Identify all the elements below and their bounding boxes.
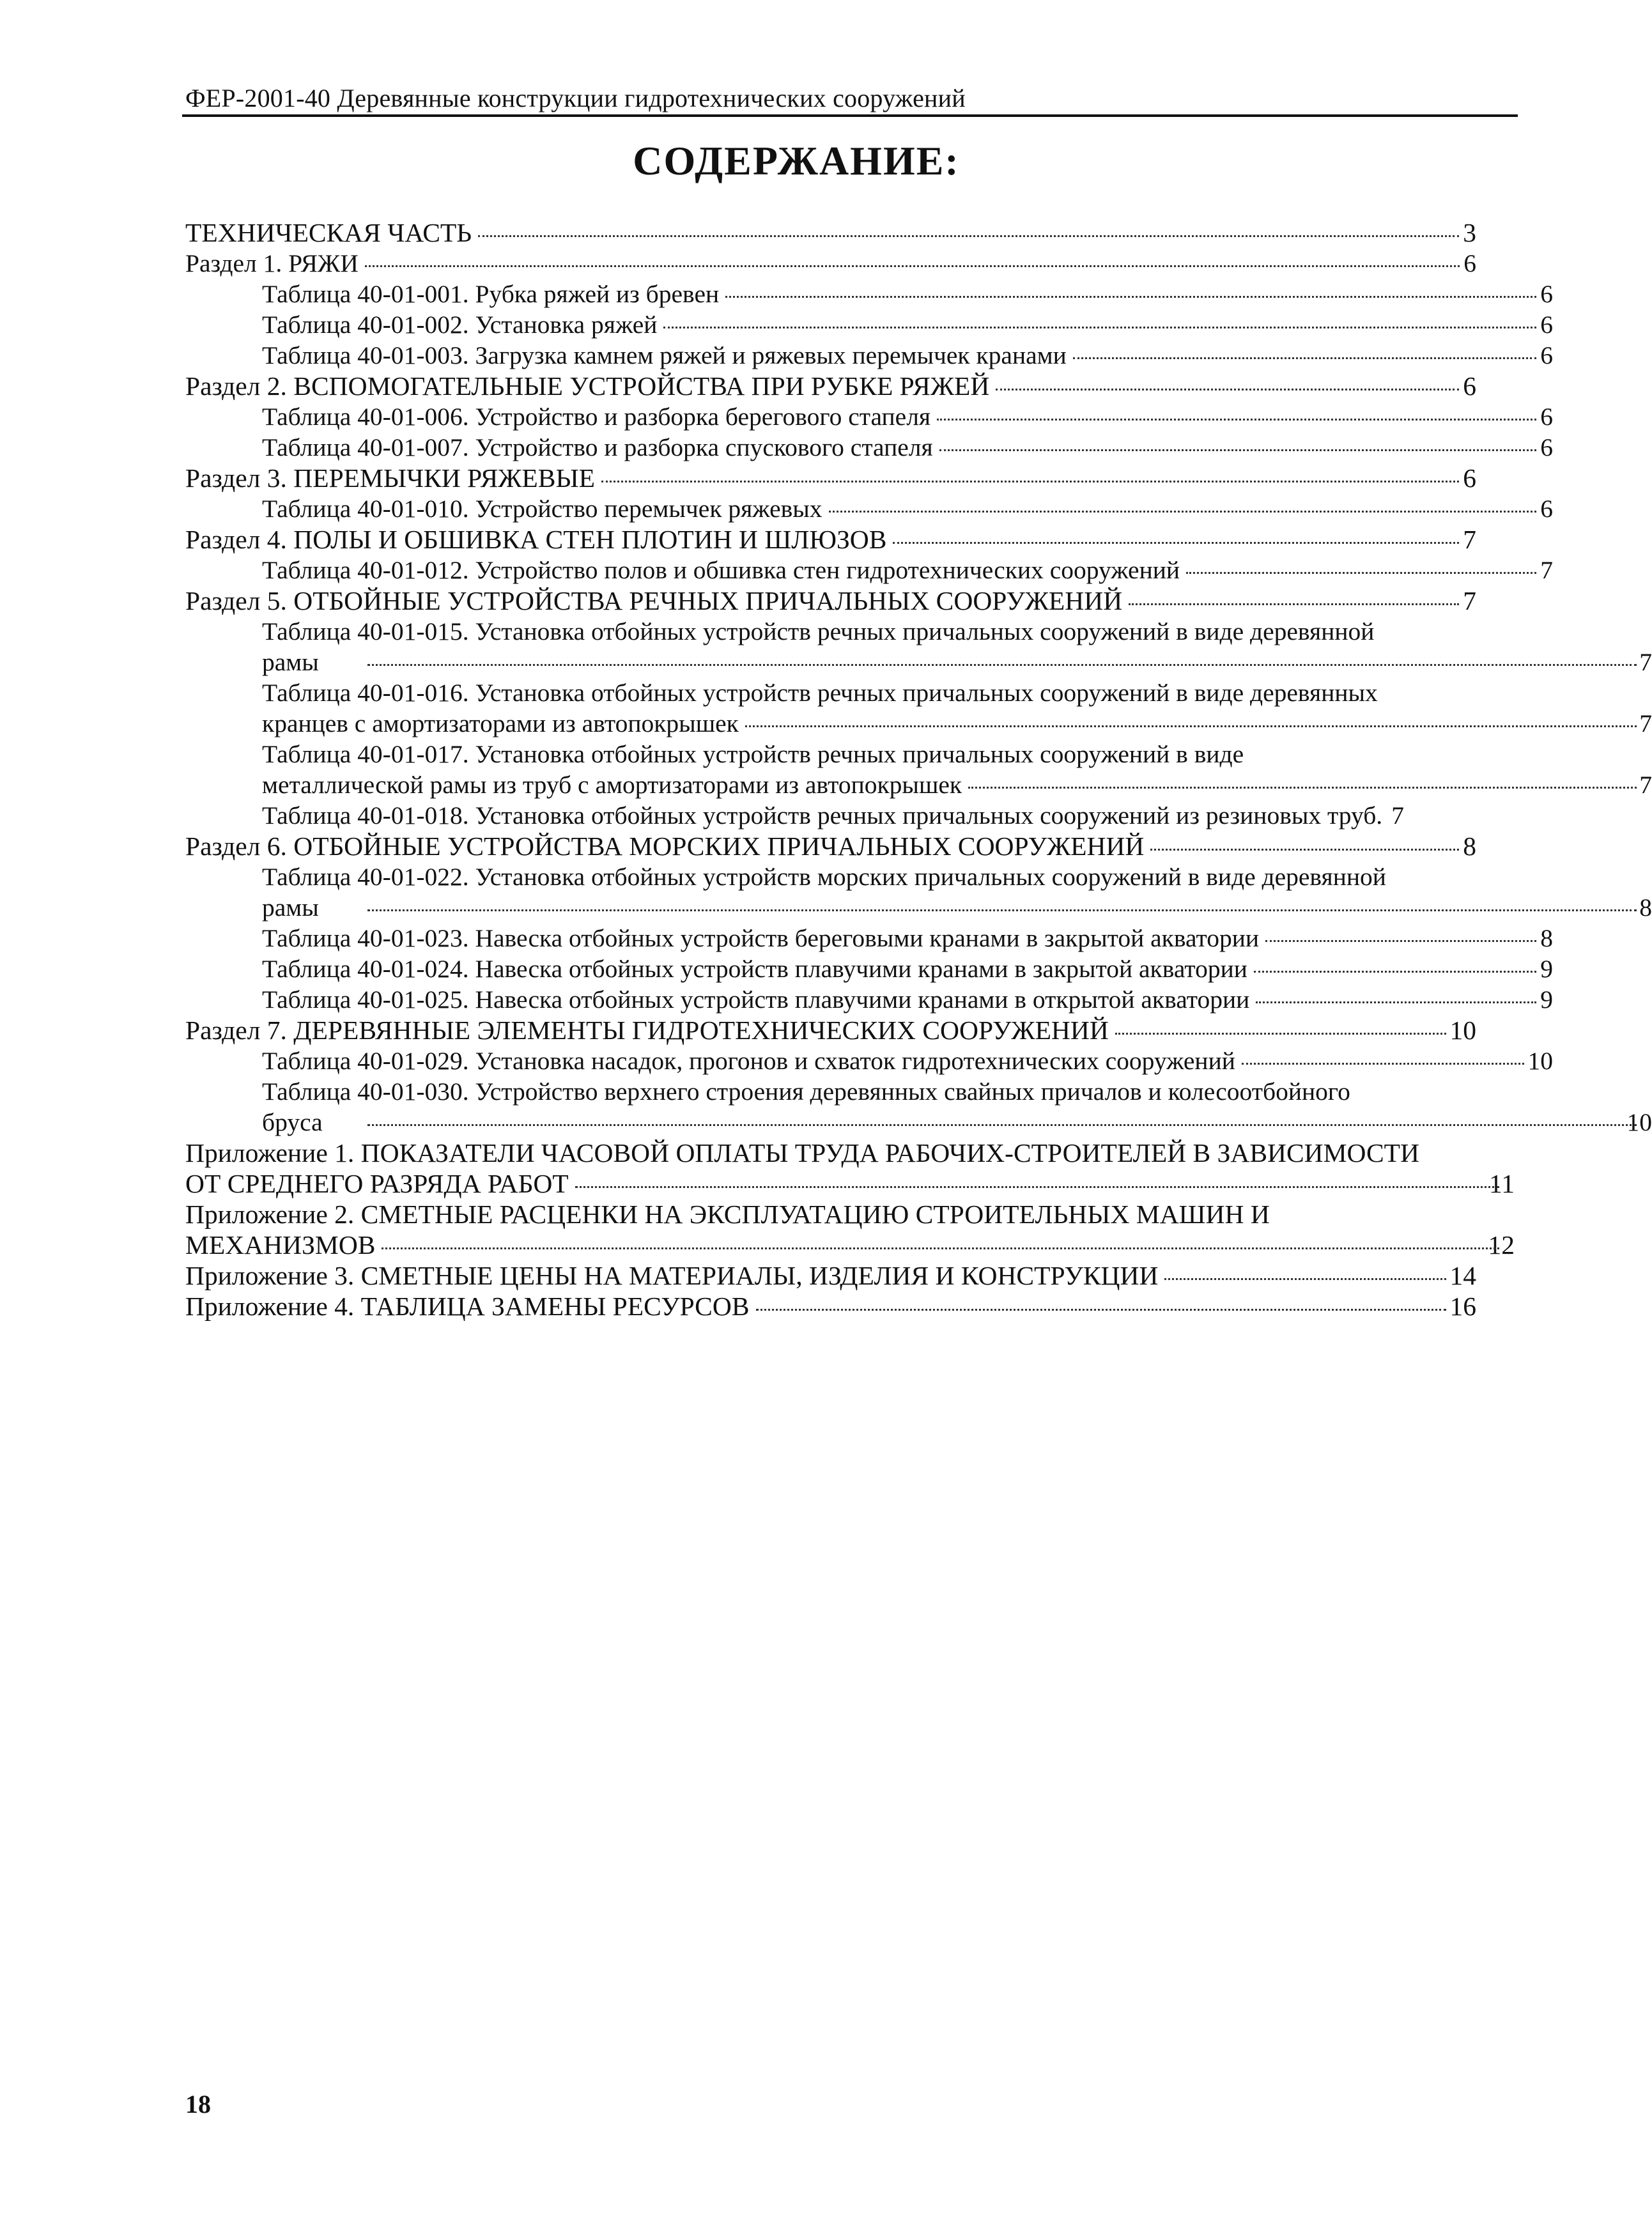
toc-entry-text: Раздел 5. ОТБОЙНЫЕ УСТРОЙСТВА РЕЧНЫХ ПРИЧАЛЬНЫХ СООРУЖЕНИЙ bbox=[185, 586, 1123, 615]
toc-entry-text: ТЕХНИЧЕСКАЯ ЧАСТЬ bbox=[185, 218, 472, 247]
toc-entry-text: Раздел 6. ОТБОЙНЫЕ УСТРОЙСТВА МОРСКИХ ПРИЧАЛЬНЫХ СООРУЖЕНИЙ bbox=[185, 831, 1145, 861]
toc-page-number: 11 bbox=[1489, 1169, 1515, 1198]
toc-entry-table-40-01-025[interactable] bbox=[185, 984, 1553, 1015]
toc-entry-table-40-01-030[interactable] bbox=[185, 1076, 1652, 1138]
toc-entry-text: Таблица 40-01-017. Установка отбойных устройств речных причальных сооружений в виде bbox=[262, 740, 1244, 768]
toc-page-number: 8 bbox=[1463, 831, 1476, 861]
toc-entry-table-40-01-017[interactable] bbox=[185, 739, 1652, 800]
toc-page-number: 10 bbox=[1449, 1015, 1476, 1045]
toc-entry-technical-part[interactable] bbox=[185, 217, 1476, 248]
toc-page-number: 6 bbox=[1540, 495, 1553, 523]
toc-entry-text: Приложение 2. СМЕТНЫЕ РАСЦЕНКИ НА ЭКСПЛУАТАЦИЮ СТРОИТЕЛЬНЫХ МАШИН И bbox=[185, 1200, 1270, 1229]
toc-entry-text-continued: рамы bbox=[262, 648, 319, 676]
toc-entry-table-40-01-007[interactable] bbox=[185, 432, 1553, 463]
toc-entry-appendix-3[interactable] bbox=[185, 1260, 1476, 1291]
toc-entry-table-40-01-018[interactable] bbox=[185, 800, 1553, 831]
toc-page-number: 9 bbox=[1540, 985, 1553, 1014]
toc-leader bbox=[365, 265, 1460, 267]
toc-entry-appendix-4[interactable] bbox=[185, 1291, 1476, 1322]
toc-page-number: 14 bbox=[1449, 1261, 1476, 1290]
toc-entry-text-continued: кранцев с амортизаторами из автопокрышек bbox=[262, 709, 739, 737]
toc-page-number: 7 bbox=[1540, 556, 1553, 584]
toc-leader bbox=[1186, 572, 1536, 574]
toc-entry-text: Раздел 4. ПОЛЫ И ОБШИВКА СТЕН ПЛОТИН И ШЛЮЗОВ bbox=[185, 525, 887, 554]
toc-entry-text: Таблица 40-01-024. Навеска отбойных устройств плавучими кранами в закрытой акватории bbox=[262, 955, 1247, 983]
toc-page-number: 3 bbox=[1463, 218, 1476, 247]
toc-entry-text: Таблица 40-01-006. Устройство и разборка берегового стапеля bbox=[262, 403, 931, 431]
toc-entry-text-continued: рамы bbox=[262, 893, 319, 922]
toc-page-number: 6 bbox=[1463, 249, 1476, 277]
page-number: 18 bbox=[185, 2090, 211, 2119]
toc-entry-table-40-01-001[interactable] bbox=[185, 279, 1553, 309]
toc-entry-text: Приложение 3. СМЕТНЫЕ ЦЕНЫ НА МАТЕРИАЛЫ, ИЗДЕЛИЯ И КОНСТРУКЦИИ bbox=[185, 1261, 1159, 1290]
toc-leader bbox=[1254, 971, 1536, 973]
toc-entry-text-continued: МЕХАНИЗМОВ bbox=[185, 1230, 376, 1260]
toc-page-number: 6 bbox=[1540, 311, 1553, 339]
toc-entry-text: Приложение 1. ПОКАЗАТЕЛИ ЧАСОВОЙ ОПЛАТЫ ТРУДА РАБОЧИХ-СТРОИТЕЛЕЙ В ЗАВИСИМОСТИ bbox=[185, 1138, 1420, 1168]
toc-entry-table-40-01-010[interactable] bbox=[185, 493, 1553, 524]
toc-entry-section-6[interactable] bbox=[185, 831, 1476, 861]
toc-page-number: 10 bbox=[1626, 1108, 1652, 1136]
toc-entry-text: Таблица 40-01-002. Установка ряжей bbox=[262, 311, 658, 339]
toc-leader bbox=[1265, 940, 1536, 942]
toc-leader bbox=[1115, 1033, 1446, 1035]
page-title: СОДЕРЖАНИЕ: bbox=[633, 138, 960, 183]
toc-entry-section-4[interactable] bbox=[185, 524, 1476, 555]
toc-entry-text: Раздел 2. ВСПОМОГАТЕЛЬНЫЕ УСТРОЙСТВА ПРИ РУБКЕ РЯЖЕЙ bbox=[185, 371, 990, 401]
toc-leader bbox=[575, 1186, 1499, 1188]
toc-leader bbox=[1129, 603, 1459, 605]
toc-entry-appendix-1[interactable] bbox=[185, 1138, 1515, 1199]
toc-page-number: 6 bbox=[1540, 433, 1553, 461]
toc-leader bbox=[996, 389, 1459, 390]
toc-leader bbox=[829, 511, 1537, 513]
toc-entry-section-3[interactable] bbox=[185, 463, 1476, 493]
toc-leader bbox=[745, 725, 1637, 727]
toc-entry-text: Таблица 40-01-001. Рубка ряжей из бревен bbox=[262, 280, 720, 308]
toc-entry-text: Таблица 40-01-029. Установка насадок, прогонов и схваток гидротехнических сооружений bbox=[262, 1047, 1235, 1075]
toc-entry-text-continued: ОТ СРЕДНЕГО РАЗРЯДА РАБОТ bbox=[185, 1169, 569, 1198]
toc-leader bbox=[1164, 1278, 1446, 1280]
toc-page-number: 7 bbox=[1639, 648, 1652, 676]
toc-entry-section-7[interactable] bbox=[185, 1015, 1476, 1046]
toc-leader bbox=[893, 542, 1459, 544]
toc-entry-table-40-01-003[interactable] bbox=[185, 340, 1553, 371]
toc-page-number: 7 bbox=[1639, 771, 1652, 799]
toc-page-number: 8 bbox=[1639, 893, 1652, 922]
toc-entry-table-40-01-006[interactable] bbox=[185, 401, 1553, 432]
toc-entry-text: Раздел 1. РЯЖИ bbox=[185, 249, 359, 277]
toc-leader bbox=[367, 909, 1637, 911]
header-rule bbox=[182, 114, 1518, 117]
toc-page-number: 6 bbox=[1540, 341, 1553, 369]
toc-entry-section-5[interactable] bbox=[185, 585, 1476, 616]
toc-page-number: 10 bbox=[1527, 1047, 1553, 1075]
toc-entry-table-40-01-012[interactable] bbox=[185, 555, 1553, 585]
toc-page-number: 7 bbox=[1463, 586, 1476, 615]
toc-page-number: 7 bbox=[1391, 801, 1404, 830]
toc-entry-text: Таблица 40-01-022. Установка отбойных устройств морских причальных сооружений в виде деревянной bbox=[262, 863, 1386, 891]
toc-entry-text: Таблица 40-01-007. Устройство и разборка спускового стапеля bbox=[262, 433, 933, 461]
toc-entry-text: Раздел 3. ПЕРЕМЫЧКИ РЯЖЕВЫЕ bbox=[185, 463, 596, 493]
toc-leader bbox=[1073, 357, 1536, 359]
toc-entry-text: Таблица 40-01-023. Навеска отбойных устройств береговыми кранами в закрытой акватории bbox=[262, 924, 1260, 952]
toc-page-number: 6 bbox=[1540, 403, 1553, 431]
toc-page-number: 6 bbox=[1463, 463, 1476, 493]
toc-entry-table-40-01-029[interactable] bbox=[185, 1046, 1553, 1076]
toc-entry-text: Таблица 40-01-016. Установка отбойных устройств речных причальных сооружений в виде деревянных bbox=[262, 679, 1378, 707]
toc-entry-text: Таблица 40-01-012. Устройство полов и обшивка стен гидротехнических сооружений bbox=[262, 556, 1180, 584]
toc-entry-text: Таблица 40-01-030. Устройство верхнего строения деревянных свайных причалов и колесоотбойного bbox=[262, 1077, 1350, 1106]
toc-leader bbox=[937, 419, 1536, 421]
toc-entry-section-2[interactable] bbox=[185, 371, 1476, 401]
toc-entry-table-40-01-024[interactable] bbox=[185, 953, 1553, 984]
toc-entry-table-40-01-002[interactable] bbox=[185, 309, 1553, 340]
toc-leader bbox=[939, 449, 1537, 451]
toc-entry-text: Раздел 7. ДЕРЕВЯННЫЕ ЭЛЕМЕНТЫ ГИДРОТЕХНИЧЕСКИХ СООРУЖЕНИЙ bbox=[185, 1015, 1109, 1045]
toc-page-number: 12 bbox=[1488, 1230, 1515, 1260]
table-of-contents bbox=[185, 217, 1652, 1322]
toc-leader bbox=[1256, 1001, 1536, 1003]
toc-entry-text: Таблица 40-01-015. Установка отбойных устройств речных причальных сооружений в виде деревянной bbox=[262, 617, 1375, 645]
toc-entry-text: Приложение 4. ТАБЛИЦА ЗАМЕНЫ РЕСУРСОВ bbox=[185, 1292, 750, 1321]
toc-entry-text-continued: бруса bbox=[262, 1108, 323, 1136]
toc-leader bbox=[968, 787, 1637, 789]
toc-entry-table-40-01-016[interactable] bbox=[185, 677, 1652, 739]
toc-page-number: 6 bbox=[1463, 371, 1476, 401]
toc-entry-section-1[interactable] bbox=[185, 248, 1476, 279]
toc-leader bbox=[478, 235, 1459, 237]
toc-entry-table-40-01-023[interactable] bbox=[185, 923, 1553, 953]
toc-page-number: 6 bbox=[1540, 280, 1553, 308]
toc-page-number: 7 bbox=[1639, 709, 1652, 737]
toc-entry-text: Таблица 40-01-003. Загрузка камнем ряжей и ряжевых перемычек кранами bbox=[262, 341, 1067, 369]
toc-leader bbox=[663, 327, 1536, 328]
toc-page-number: 16 bbox=[1449, 1292, 1476, 1321]
toc-leader bbox=[756, 1309, 1446, 1311]
toc-leader bbox=[367, 664, 1637, 666]
toc-leader bbox=[382, 1247, 1499, 1249]
toc-entry-appendix-2[interactable] bbox=[185, 1199, 1515, 1260]
running-header: ФЕР-2001-40 Деревянные конструкции гидротехнических сооружений bbox=[185, 84, 966, 112]
toc-page-number: 7 bbox=[1463, 525, 1476, 554]
toc-leader bbox=[725, 296, 1536, 298]
toc-entry-text: Таблица 40-01-025. Навеска отбойных устройств плавучими кранами в открытой акватории bbox=[262, 985, 1250, 1014]
toc-entry-text: Таблица 40-01-010. Устройство перемычек ряжевых bbox=[262, 495, 822, 523]
toc-entry-table-40-01-022[interactable] bbox=[185, 861, 1652, 923]
toc-leader bbox=[367, 1124, 1637, 1126]
toc-leader bbox=[1242, 1063, 1524, 1065]
toc-entry-table-40-01-015[interactable] bbox=[185, 616, 1652, 677]
toc-page-number: 9 bbox=[1540, 955, 1553, 983]
toc-entry-text-continued: металлической рамы из труб с амортизаторами из автопокрышек bbox=[262, 771, 962, 799]
toc-page-number: 8 bbox=[1540, 924, 1553, 952]
toc-leader bbox=[1150, 849, 1459, 851]
toc-leader bbox=[601, 481, 1459, 482]
toc-entry-text: Таблица 40-01-018. Установка отбойных устройств речных причальных сооружений из резиновых труб. bbox=[262, 801, 1383, 830]
